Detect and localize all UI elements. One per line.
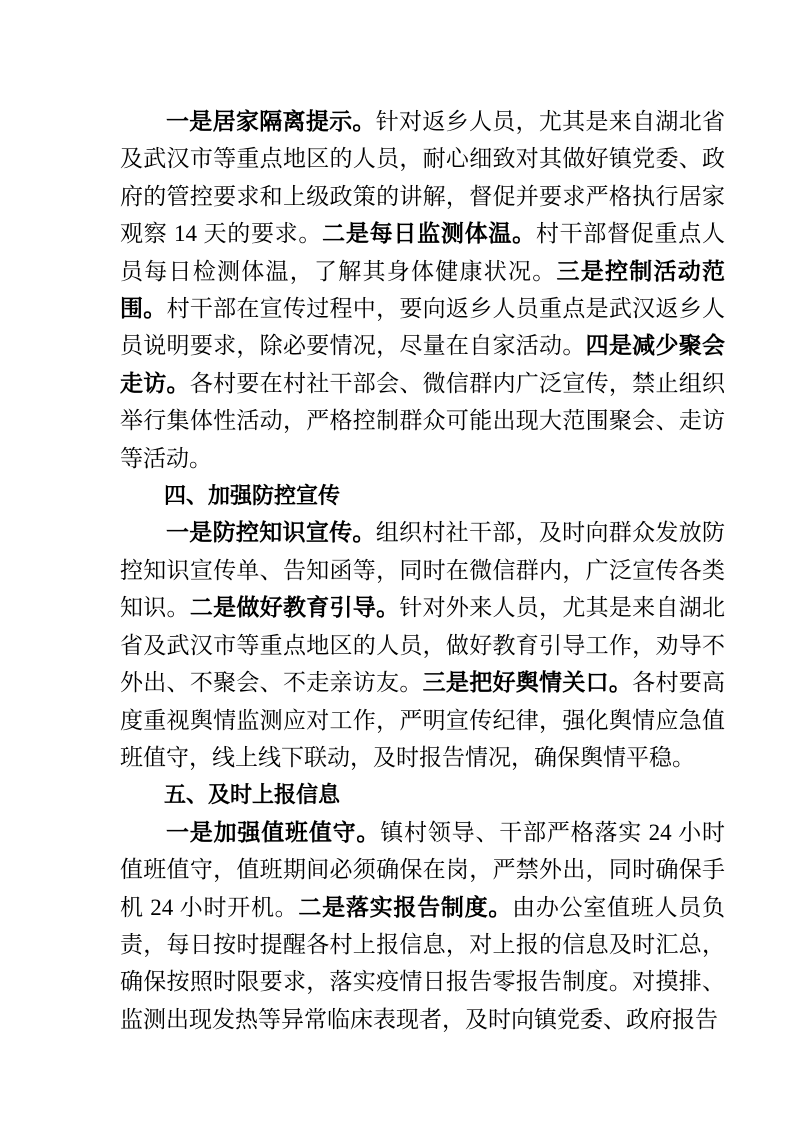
text-run: 村干部督促重点人员每日检测体温，了解其身体健康状况。 [120, 221, 726, 284]
text-run: 针对返乡人员，尤其是来自湖北省及武汉市等重点地区的人员，耐心细致对其做好镇党委、政府的管控要求和上级政策的讲解，督促并要求严格执行居家观察 14 天的要求。 [120, 109, 726, 247]
bold-text-run: 一是居家隔离提示。 [166, 109, 376, 134]
section-heading: 五、及时上报信息 [164, 782, 341, 808]
bold-text-run: 二是落实报告制度。 [298, 894, 513, 920]
text-run: 由办公室值班人员负责，每日按时提醒各村上报信息，对上报的信息及时汇总，确保按照时限要求，落实疫情日报告零报告制度。对摸排、监测出现发热等异常临床表现者，及时向镇党委、政府报告 [120, 894, 726, 1032]
bold-text-run: 三是把好舆情关口。 [422, 670, 633, 696]
text-run: 镇村领导、干部严格落实 24 小时值班值守，值班期间必须确保在岗，严禁外出，同时确保手机 24 小时开机。 [120, 819, 726, 920]
bold-text-run: 三是控制活动范围。 [120, 258, 725, 322]
text-run: 各村要在村社干部会、微信群内广泛宣传，禁止组织举行集体性活动，严格控制群众可能出现大范围聚会、走访等活动。 [120, 370, 726, 471]
bold-text-run: 二是每日监测体温。 [322, 221, 536, 247]
bold-text-run: 一是加强值班值守。 [166, 819, 381, 845]
paragraph [120, 103, 725, 477]
text-run: 组织村社干部，及时向群众发放防控知识宣传单、告知函等，同时在微信群内，广泛宣传各类知识。 [120, 520, 726, 621]
paragraph [120, 514, 725, 776]
bold-text-run: 一是防控知识宣传。 [166, 520, 376, 546]
section-heading: 四、加强防控宣传 [164, 483, 341, 509]
bold-text-run: 四是减少聚会走访。 [120, 333, 726, 396]
paragraph [120, 814, 725, 1038]
text-run: 村干部在宣传过程中，要向返乡人员重点是武汉返乡人员说明要求，除必要情况，尽量在自家活动。 [120, 296, 726, 359]
text-run: 各村要高度重视舆情监测应对工作，严明宣传纪律，强化舆情应急值班值守，线上线下联动，及时报告情况，确保舆情平稳。 [120, 670, 726, 770]
bold-text-run: 二是做好教育引导。 [189, 595, 400, 621]
text-run: 针对外来人员，尤其是来自湖北省及武汉市等重点地区的人员，做好教育引导工作，劝导不外出、不聚会、不走亲访友。 [120, 595, 726, 696]
